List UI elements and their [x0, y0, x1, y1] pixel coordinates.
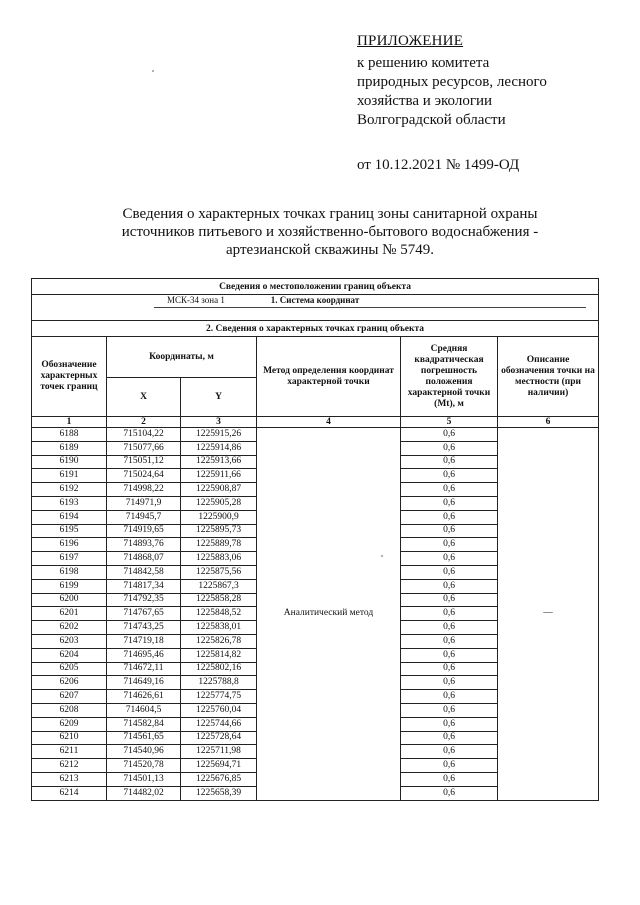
method-cell: Аналитический метод	[257, 428, 401, 801]
x-coordinate-cell: 714743,25	[107, 621, 181, 635]
header-x: X	[107, 378, 181, 417]
error-cell: 0,6	[401, 690, 498, 704]
point-id-cell: 6190	[32, 455, 107, 469]
point-id-cell: 6214	[32, 786, 107, 800]
point-id-cell: 6199	[32, 579, 107, 593]
error-cell: 0,6	[401, 676, 498, 690]
x-coordinate-cell: 714919,65	[107, 524, 181, 538]
y-coordinate-cell: 1225883,06	[181, 552, 257, 566]
point-id-cell: 6193	[32, 496, 107, 510]
y-coordinate-cell: 1225858,28	[181, 593, 257, 607]
point-id-cell: 6208	[32, 703, 107, 717]
error-cell: 0,6	[401, 510, 498, 524]
y-coordinate-cell: 1225802,16	[181, 662, 257, 676]
x-coordinate-cell: 714501,13	[107, 772, 181, 786]
y-coordinate-cell: 1225711,98	[181, 745, 257, 759]
point-id-cell: 6209	[32, 717, 107, 731]
x-coordinate-cell: 714719,18	[107, 634, 181, 648]
error-cell: 0,6	[401, 621, 498, 635]
error-cell: 0,6	[401, 428, 498, 442]
error-cell: 0,6	[401, 717, 498, 731]
x-coordinate-cell: 714817,34	[107, 579, 181, 593]
x-coordinate-cell: 714945,7	[107, 510, 181, 524]
point-id-cell: 6188	[32, 428, 107, 442]
point-id-cell: 6198	[32, 565, 107, 579]
x-coordinate-cell: 714868,07	[107, 552, 181, 566]
error-cell: 0,6	[401, 483, 498, 497]
y-coordinate-cell: 1225889,78	[181, 538, 257, 552]
x-coordinate-cell: 714672,11	[107, 662, 181, 676]
title-line: артезианской скважины № 5749.	[225, 242, 434, 258]
title-line: источников питьевого и хозяйственно-бытового водоснабжения -	[121, 224, 539, 240]
point-id-cell: 6212	[32, 759, 107, 773]
y-coordinate-cell: 1225760,04	[181, 703, 257, 717]
header-y: Y	[181, 378, 257, 417]
x-coordinate-cell: 714520,78	[107, 759, 181, 773]
error-cell: 0,6	[401, 455, 498, 469]
y-coordinate-cell: 1225875,56	[181, 565, 257, 579]
error-cell: 0,6	[401, 772, 498, 786]
scan-speck	[152, 70, 154, 72]
section2-title: 2. Сведения о характерных точках границ объекта	[32, 321, 599, 337]
error-cell: 0,6	[401, 496, 498, 510]
y-coordinate-cell: 1225728,64	[181, 731, 257, 745]
x-coordinate-cell: 715104,22	[107, 428, 181, 442]
title-line: Сведения о характерных точках границ зоны санитарной охраны	[122, 206, 538, 222]
x-coordinate-cell: 714893,76	[107, 538, 181, 552]
x-coordinate-cell: 714482,02	[107, 786, 181, 800]
point-id-cell: 6194	[32, 510, 107, 524]
x-coordinate-cell: 714971,9	[107, 496, 181, 510]
x-coordinate-cell: 714540,96	[107, 745, 181, 759]
y-coordinate-cell: 1225838,01	[181, 621, 257, 635]
error-cell: 0,6	[401, 538, 498, 552]
annex-block	[357, 32, 607, 175]
x-coordinate-cell: 714626,61	[107, 690, 181, 704]
error-cell: 0,6	[401, 786, 498, 800]
y-coordinate-cell: 1225744,66	[181, 717, 257, 731]
error-cell: 0,6	[401, 703, 498, 717]
y-coordinate-cell: 1225774,75	[181, 690, 257, 704]
y-coordinate-cell: 1225848,52	[181, 607, 257, 621]
header-point-name: Обозначение характерных точек границ	[32, 337, 107, 417]
error-cell: 0,6	[401, 745, 498, 759]
point-id-cell: 6192	[32, 483, 107, 497]
error-cell: 0,6	[401, 552, 498, 566]
point-id-cell: 6195	[32, 524, 107, 538]
y-coordinate-cell: 1225814,82	[181, 648, 257, 662]
x-coordinate-cell: 715024,64	[107, 469, 181, 483]
y-coordinate-cell: 1225895,73	[181, 524, 257, 538]
x-coordinate-cell: 714561,65	[107, 731, 181, 745]
point-id-cell: 6210	[32, 731, 107, 745]
y-coordinate-cell: 1225900,9	[181, 510, 257, 524]
error-cell: 0,6	[401, 648, 498, 662]
point-id-cell: 6203	[32, 634, 107, 648]
annex-line: хозяйства и экологии	[357, 93, 493, 109]
point-id-cell: 6207	[32, 690, 107, 704]
header-method: Метод определения координат характерной точки	[257, 337, 401, 417]
column-number: 3	[181, 417, 257, 428]
coordinate-system-label: 1. Система координат	[270, 295, 360, 305]
y-coordinate-cell: 1225826,78	[181, 634, 257, 648]
underline-divider	[154, 307, 586, 308]
y-coordinate-cell: 1225915,26	[181, 428, 257, 442]
point-id-cell: 6201	[32, 607, 107, 621]
point-id-cell: 6206	[32, 676, 107, 690]
error-cell: 0,6	[401, 441, 498, 455]
error-cell: 0,6	[401, 607, 498, 621]
y-coordinate-cell: 1225905,28	[181, 496, 257, 510]
annex-heading: ПРИЛОЖЕНИЕ	[357, 33, 464, 49]
error-cell: 0,6	[401, 469, 498, 483]
error-cell: 0,6	[401, 759, 498, 773]
coordinate-system-row	[32, 295, 599, 321]
document-title	[70, 205, 590, 259]
x-coordinate-cell: 714842,58	[107, 565, 181, 579]
x-coordinate-cell: 714649,16	[107, 676, 181, 690]
column-number: 1	[32, 417, 107, 428]
y-coordinate-cell: 1225914,86	[181, 441, 257, 455]
y-coordinate-cell: 1225694,71	[181, 759, 257, 773]
column-number: 4	[257, 417, 401, 428]
coordinate-system-value: МСК-34 зона 1	[167, 295, 225, 305]
x-coordinate-cell: 715051,12	[107, 455, 181, 469]
point-id-cell: 6197	[32, 552, 107, 566]
annex-date: от 10.12.2021 № 1499-ОД	[357, 157, 520, 173]
x-coordinate-cell: 715077,66	[107, 441, 181, 455]
annex-line: природных ресурсов, лесного	[357, 74, 547, 90]
error-cell: 0,6	[401, 731, 498, 745]
section1-title: Сведения о местоположении границ объекта	[32, 279, 599, 295]
x-coordinate-cell: 714582,84	[107, 717, 181, 731]
y-coordinate-cell: 1225676,85	[181, 772, 257, 786]
x-coordinate-cell: 714998,22	[107, 483, 181, 497]
header-coordinates: Координаты, м	[107, 337, 257, 378]
y-coordinate-cell: 1225908,87	[181, 483, 257, 497]
point-id-cell: 6202	[32, 621, 107, 635]
error-cell: 0,6	[401, 662, 498, 676]
error-cell: 0,6	[401, 524, 498, 538]
column-number: 2	[107, 417, 181, 428]
point-id-cell: 6204	[32, 648, 107, 662]
column-number: 5	[401, 417, 498, 428]
point-id-cell: 6196	[32, 538, 107, 552]
x-coordinate-cell: 714695,46	[107, 648, 181, 662]
error-cell: 0,6	[401, 565, 498, 579]
error-cell: 0,6	[401, 579, 498, 593]
point-id-cell: 6191	[32, 469, 107, 483]
x-coordinate-cell: 714604,5	[107, 703, 181, 717]
x-coordinate-cell: 714792,35	[107, 593, 181, 607]
annex-line: Волгоградской области	[357, 112, 506, 128]
header-error: Средняя квадратическая погрешность положения характерной точки (Mt), м	[401, 337, 498, 417]
point-id-cell: 6211	[32, 745, 107, 759]
point-id-cell: 6189	[32, 441, 107, 455]
y-coordinate-cell: 1225788,8	[181, 676, 257, 690]
y-coordinate-cell: 1225911,66	[181, 469, 257, 483]
column-number: 6	[498, 417, 599, 428]
error-cell: 0,6	[401, 593, 498, 607]
point-id-cell: 6213	[32, 772, 107, 786]
description-cell: —	[498, 428, 599, 801]
y-coordinate-cell: 1225658,39	[181, 786, 257, 800]
header-description: Описание обозначения точки на местности (при наличии)	[498, 337, 599, 417]
point-id-cell: 6205	[32, 662, 107, 676]
point-id-cell: 6200	[32, 593, 107, 607]
x-coordinate-cell: 714767,65	[107, 607, 181, 621]
annex-line: к решению комитета	[357, 55, 490, 71]
boundary-points-table	[31, 278, 599, 801]
scan-speck	[381, 555, 383, 557]
table-row	[32, 428, 599, 442]
y-coordinate-cell: 1225913,66	[181, 455, 257, 469]
error-cell: 0,6	[401, 634, 498, 648]
y-coordinate-cell: 1225867,3	[181, 579, 257, 593]
